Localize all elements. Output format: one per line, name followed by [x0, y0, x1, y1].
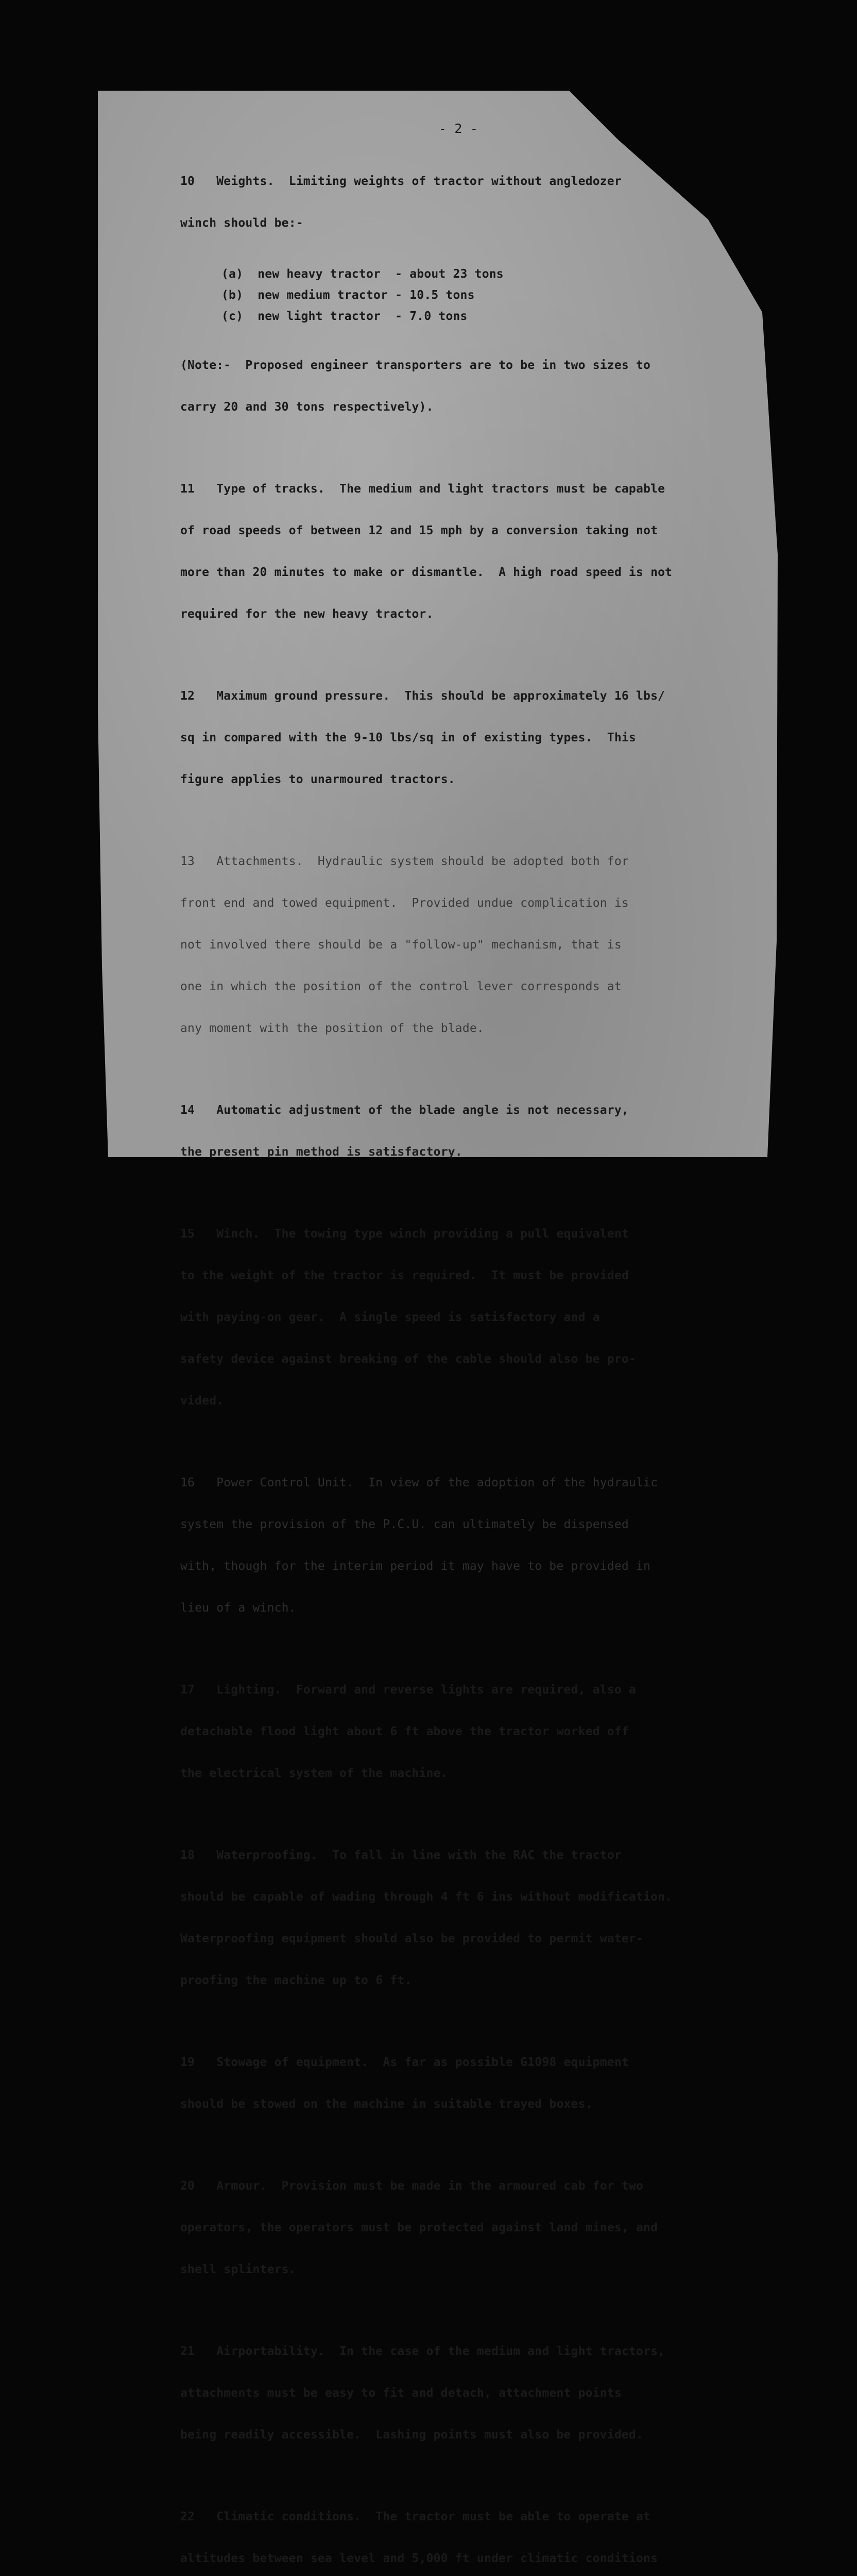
- paragraph-22: [180, 2482, 834, 2576]
- text-line: 17 Lighting. Forward and reverse lights are required, also a: [180, 1683, 636, 1697]
- text-line: with, though for the interim period it may have to be provided in: [180, 1560, 651, 1573]
- paragraph-18: [180, 1821, 834, 2015]
- text-line: one in which the position of the control lever corresponds at: [180, 980, 622, 993]
- text-line: being readily accessible. Lashing points must also be provided.: [180, 2428, 644, 2442]
- text-line: any moment with the position of the blade.: [180, 1022, 484, 1035]
- list-item: (c) new light tractor - 7.0 tons: [221, 310, 468, 323]
- text-line: 18 Waterproofing. To fall in line with the RAC the tractor: [180, 1849, 622, 1862]
- text-line: operators, the operators must be protected against land mines, and: [180, 2221, 658, 2234]
- paragraph-10: [180, 147, 834, 258]
- text-line: 14 Automatic adjustment of the blade angle is not necessary,: [180, 1104, 629, 1117]
- text-line: 15 Winch. The towing type winch providing a pull equivalent: [180, 1227, 629, 1241]
- text-line: front end and towed equipment. Provided undue complication is: [180, 896, 629, 910]
- paragraph-11: [180, 454, 834, 649]
- text-line: 22 Climatic conditions. The tractor must be able to operate at: [180, 2510, 651, 2523]
- list-item: (b) new medium tractor - 10.5 tons: [221, 289, 475, 302]
- text-line: 20 Armour. Provision must be made in the armoured cab for two: [180, 2179, 644, 2193]
- text-line: of road speeds of between 12 and 15 mph by a conversion taking not: [180, 524, 658, 537]
- text-line: shell splinters.: [180, 2263, 296, 2276]
- text-line: detachable flood light about 6 ft above the tractor worked off: [180, 1725, 629, 1738]
- weights-list: [180, 267, 834, 324]
- text-line: 16 Power Control Unit. In view of the adoption of the hydraulic: [180, 1476, 658, 1489]
- paragraph-16: [180, 1448, 834, 1643]
- text-line: the present pin method is satisfactory.: [180, 1145, 462, 1159]
- text-line: 11 Type of tracks. The medium and light tractors must be capable: [180, 482, 665, 496]
- text-line: should be capable of wading through 4 ft 6 ins without modification.: [180, 1890, 673, 1904]
- text-line: figure applies to unarmoured tractors.: [180, 773, 455, 786]
- paragraph-17: [180, 1655, 834, 1808]
- paragraph-15: [180, 1199, 834, 1436]
- note-paragraph: [180, 331, 834, 442]
- text-line: Waterproofing equipment should also be provided to permit water-: [180, 1932, 644, 1945]
- document-text: [180, 122, 834, 2576]
- paragraph-13: [180, 827, 834, 1063]
- text-line: system the provision of the P.C.U. can ultimately be dispensed: [180, 1518, 629, 1531]
- page-number: - 2 -: [438, 121, 478, 136]
- text-line: proofing the machine up to 6 ft.: [180, 1974, 412, 1987]
- text-line: altitudes between sea level and 5,000 ft under climatic conditions: [180, 2552, 658, 2565]
- text-line: attachments must be easy to fit and detach, attachment points: [180, 2386, 622, 2400]
- text-line: 10 Weights. Limiting weights of tractor without angledozer: [180, 175, 622, 188]
- text-line: not involved there should be a "follow-up" mechanism, that is: [180, 938, 622, 952]
- text-line: should be stowed on the machine in suitable trayed boxes.: [180, 2097, 593, 2111]
- text-line: carry 20 and 30 tons respectively).: [180, 400, 434, 414]
- text-line: required for the new heavy tractor.: [180, 607, 434, 621]
- paragraph-12: [180, 662, 834, 815]
- paragraph-21: [180, 2317, 834, 2470]
- text-line: 19 Stowage of equipment. As far as possible G1098 equipment: [180, 2056, 629, 2069]
- paragraph-19: [180, 2028, 834, 2139]
- text-line: (Note:- Proposed engineer transporters are to be in two sizes to: [180, 359, 651, 372]
- text-line: with paying-on gear. A single speed is satisfactory and a: [180, 1311, 600, 1324]
- text-line: 13 Attachments. Hydraulic system should be adopted both for: [180, 855, 629, 868]
- list-item: (a) new heavy tractor - about 23 tons: [221, 267, 504, 281]
- text-line: safety device against breaking of the cable should also be pro-: [180, 1352, 636, 1366]
- text-line: lieu of a winch.: [180, 1601, 296, 1615]
- text-line: the electrical system of the machine.: [180, 1767, 448, 1780]
- text-line: vided.: [180, 1394, 224, 1408]
- text-line: 12 Maximum ground pressure. This should be approximately 16 lbs/: [180, 689, 665, 703]
- text-line: 21 Airportability. In the case of the medium and light tractors,: [180, 2345, 665, 2358]
- paragraph-14: [180, 1076, 834, 1187]
- paragraph-20: [180, 2151, 834, 2304]
- text-line: winch should be:-: [180, 216, 303, 230]
- text-line: sq in compared with the 9-10 lbs/sq in of existing types. This: [180, 731, 636, 744]
- text-line: more than 20 minutes to make or dismantle. A high road speed is not: [180, 566, 673, 579]
- text-line: to the weight of the tractor is required. It must be provided: [180, 1269, 629, 1282]
